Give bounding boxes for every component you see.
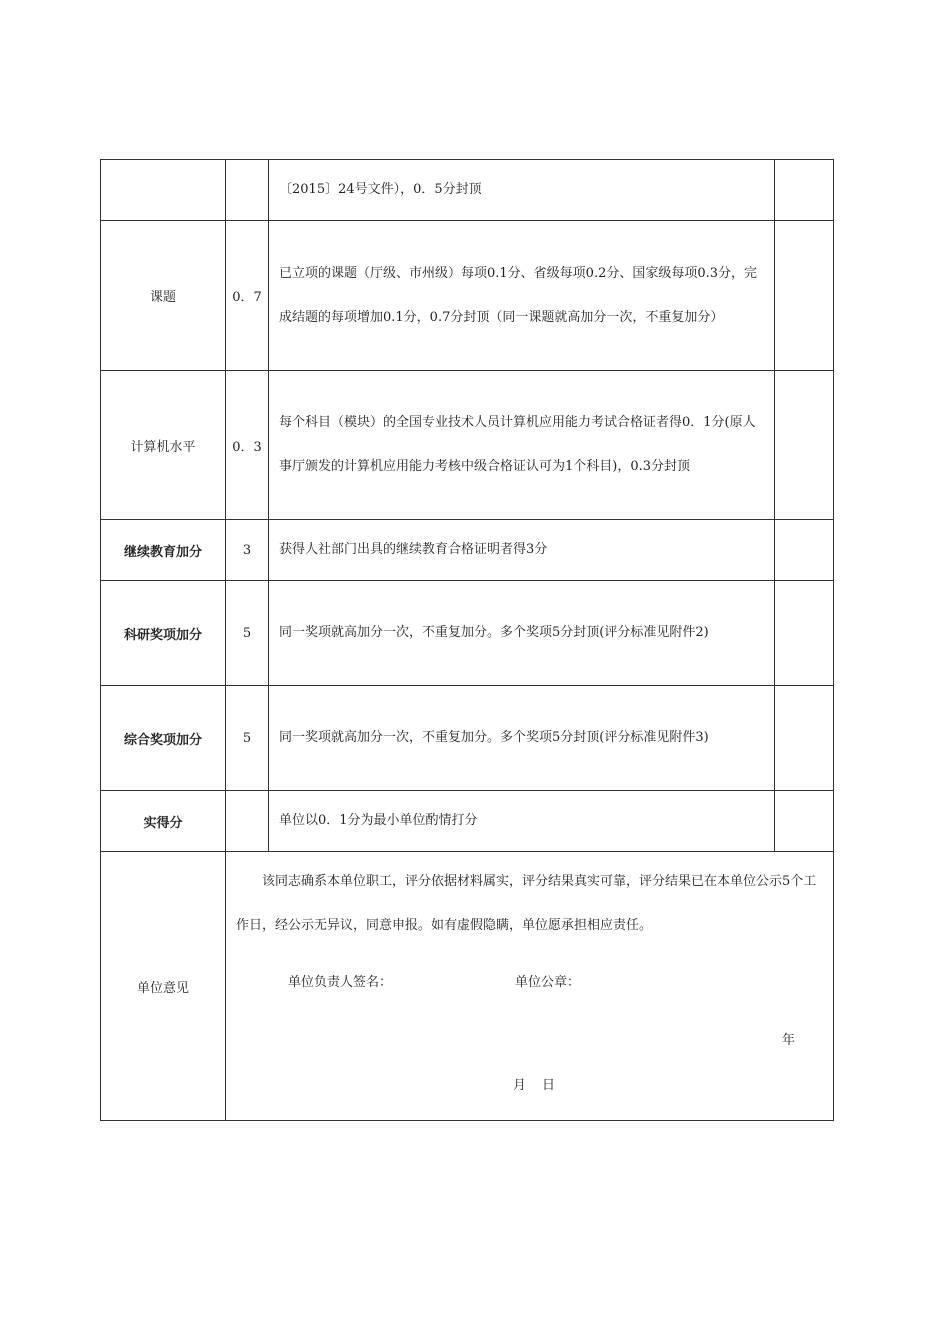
table-row — [101, 520, 834, 581]
item-name: 实得分 — [101, 791, 226, 852]
table-row — [101, 221, 834, 371]
table-row — [101, 371, 834, 520]
opinion-text: 该同志确系本单位职工，评分依据材料属实，评分结果真实可靠，评分结果已在本单位公示5个工作日，经公示无异议，同意申报。如有虚假隐瞒，单位愿承担相应责任。 — [236, 874, 817, 933]
item-score: 0．3 — [226, 371, 269, 520]
item-self-score — [775, 371, 834, 520]
item-name: 科研奖项加分 — [101, 581, 226, 686]
table-row — [101, 686, 834, 791]
item-self-score — [775, 221, 834, 371]
day-label: 日 — [542, 1078, 556, 1093]
opinion-label: 单位意见 — [101, 852, 226, 1121]
item-description: 同一奖项就高加分一次，不重复加分。多个奖项5分封顶(评分标准见附件3) — [269, 686, 775, 791]
item-score — [226, 791, 269, 852]
table-row — [101, 581, 834, 686]
item-name: 继续教育加分 — [101, 520, 226, 581]
opinion-cell — [226, 852, 834, 1121]
item-score: 5 — [226, 686, 269, 791]
item-name: 综合奖项加分 — [101, 686, 226, 791]
item-description: 单位以0．1分为最小单位酌情打分 — [269, 791, 775, 852]
item-name: 计算机水平 — [101, 371, 226, 520]
item-description: 〔2015〕24号文件），0．5分封顶 — [269, 160, 775, 221]
table-row — [101, 791, 834, 852]
item-score: 0．7 — [226, 221, 269, 371]
score-table — [100, 159, 834, 1121]
item-name — [101, 160, 226, 221]
item-self-score — [775, 160, 834, 221]
item-description: 获得人社部门出具的继续教育合格证明者得3分 — [269, 520, 775, 581]
item-self-score — [775, 686, 834, 791]
item-description: 同一奖项就高加分一次，不重复加分。多个奖项5分封顶(评分标准见附件2) — [269, 581, 775, 686]
year-label: 年 — [782, 1033, 796, 1048]
item-description: 每个科目（模块）的全国专业技术人员计算机应用能力考试合格证者得0．1分(原人事厅颁发的计算机应用能力考核中级合格证认可为1个科目)，0.3分封顶 — [269, 371, 775, 520]
item-score — [226, 160, 269, 221]
item-name: 课题 — [101, 221, 226, 371]
seal-label: 单位公章： — [515, 975, 581, 990]
item-self-score — [775, 520, 834, 581]
item-self-score — [775, 791, 834, 852]
item-score: 3 — [226, 520, 269, 581]
opinion-row — [101, 852, 834, 1121]
item-description: 已立项的课题（厅级、市州级）每项0.1分、省级每项0.2分、国家级每项0.3分，完成结题的每项增加0.1分，0.7分封顶（同一课题就高加分一次，不重复加分） — [269, 221, 775, 371]
item-score: 5 — [226, 581, 269, 686]
signature-label: 单位负责人签名： — [288, 975, 393, 990]
item-self-score — [775, 581, 834, 686]
table-row — [101, 160, 834, 221]
month-label: 月 — [513, 1078, 527, 1093]
